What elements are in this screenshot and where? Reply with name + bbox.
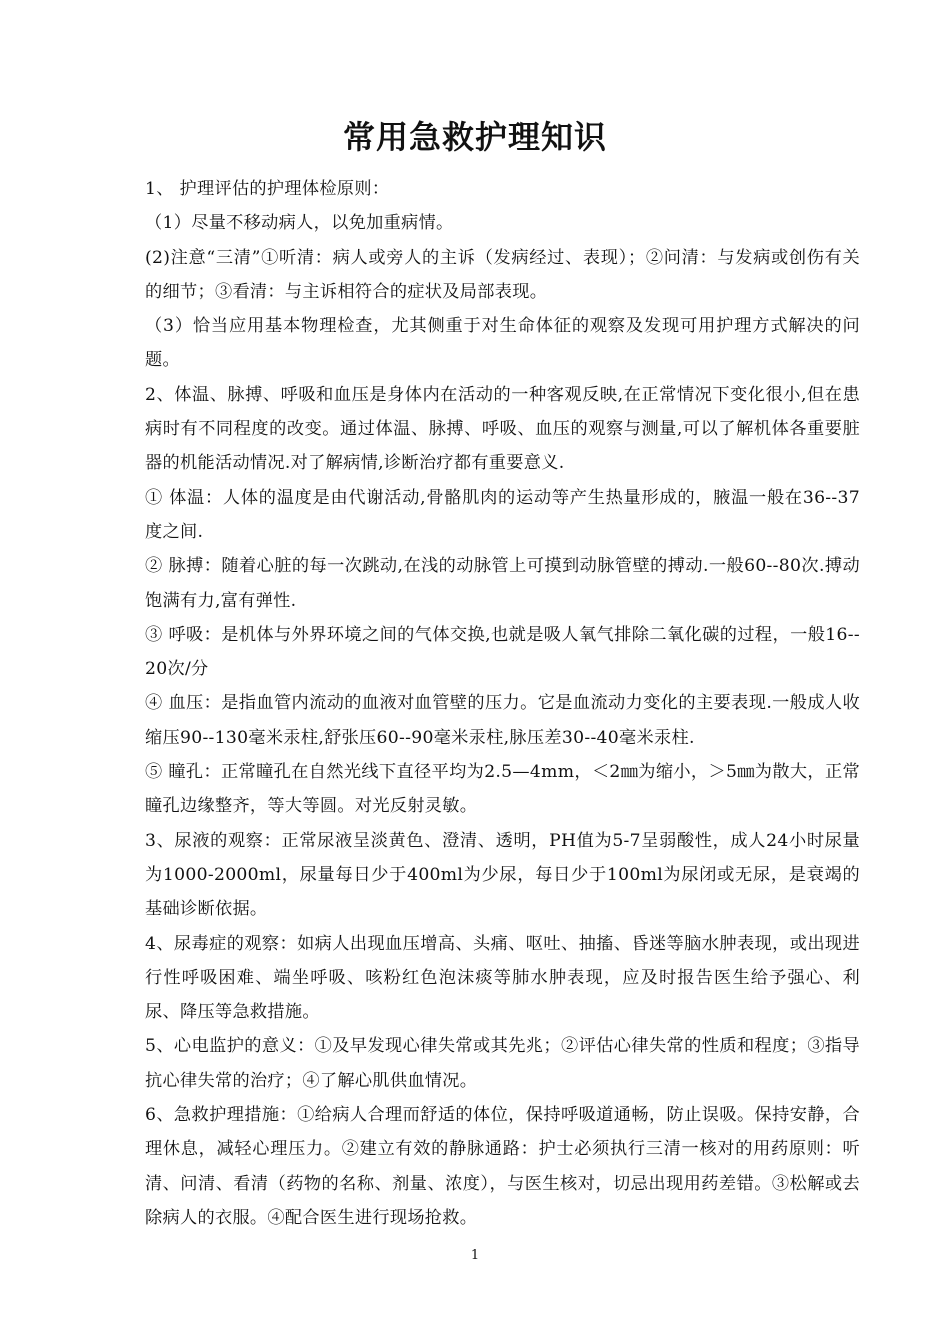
paragraph-principle-2: (2)注意“三清”①听清：病人或旁人的主诉（发病经过、表现）；②问清：与发病或创伤有关的细节；③看清：与主诉相符合的症状及局部表现。 (145, 247, 860, 302)
paragraph-temperature: ① 体温：人体的温度是由代谢活动,骨骼肌肉的运动等产生热量形成的，腋温一般在36--37度之间. (145, 487, 860, 542)
paragraph-section-4-uremia: 4、尿毒症的观察：如病人出现血压增高、头痛、呕吐、抽搐、昏迷等脑水肿表现，或出现进行性呼吸困难、端坐呼吸、咳粉红色泡沫痰等肺水肿表现，应及时报告医生给予强心、利尿、降压等急救措施。 (145, 933, 860, 1023)
paragraph-principle-1: （1）尽量不移动病人，以免加重病情。 (145, 213, 454, 234)
paragraph-respiration: ③ 呼吸：是机体与外界环境之间的气体交换,也就是吸人氧气排除二氧化碳的过程，一般16--20次/分 (145, 624, 860, 680)
paragraph-principle-3: （3）恰当应用基本物理检查，尤其侧重于对生命体征的观察及发现可用护理方式解决的问题。 (145, 316, 860, 371)
paragraph-pupil: ⑤ 瞳孔：正常瞳孔在自然光线下直径平均为2.5—4mm，＜2㎜为缩小，＞5㎜为散大，正常瞳孔边缘整齐，等大等圆。对光反射灵敏。 (145, 762, 860, 817)
paragraph-pulse: ② 脉搏：随着心脏的每一次跳动,在浅的动脉管上可摸到动脉管壁的搏动.一般60--80次.搏动饱满有力,富有弹性. (145, 556, 860, 611)
paragraph-section-1-heading: 1、 护理评估的护理体检原则： (145, 179, 390, 199)
page-number: 1 (470, 1248, 480, 1263)
paragraph-section-5-ecg: 5、心电监护的意义：①及早发现心律失常或其先兆；②评估心律失常的性质和程度；③指导抗心律失常的治疗；④了解心肌供血情况。 (145, 1036, 860, 1091)
paragraph-section-6-emergency: 6、急救护理措施：①给病人合理而舒适的体位，保持呼吸道通畅，防止误吸。保持安静，合理休息，减轻心理压力。②建立有效的静脉通路：护士必须执行三清一核对的用药原则：听清、问清、看清（药物的名称、剂量、浓度），与医生核对，切忌出现用药差错。③松解或去除病人的衣服。④配合医生进行现场抢救。 (145, 1105, 860, 1228)
paragraph-section-3-urine: 3、尿液的观察：正常尿液呈淡黄色、澄清、透明，PH值为5-7呈弱酸性，成人24小时尿量为1000-2000ml，尿量每日少于400ml为少尿，每日少于100ml为尿闭或无尿，是衰竭的基础诊断依据。 (145, 830, 860, 920)
document-body (145, 172, 860, 1235)
paragraph-section-2: 2、体温、脉搏、呼吸和血压是身体内在活动的一种客观反映,在正常情况下变化很小,但在患病时有不同程度的改变。通过体温、脉搏、呼吸、血压的观察与测量,可以了解机体各重要脏器的机能活动情况.对了解病情,诊断治疗都有重要意义. (145, 384, 860, 474)
paragraph-blood-pressure: ④ 血压：是指血管内流动的血液对血管壁的压力。它是血流动力变化的主要表现.一般成人收缩压90--130毫米汞柱,舒张压60--90毫米汞柱,脉压差30--40毫米汞柱. (145, 693, 860, 748)
document-title: 常用急救护理知识 (342, 118, 607, 156)
